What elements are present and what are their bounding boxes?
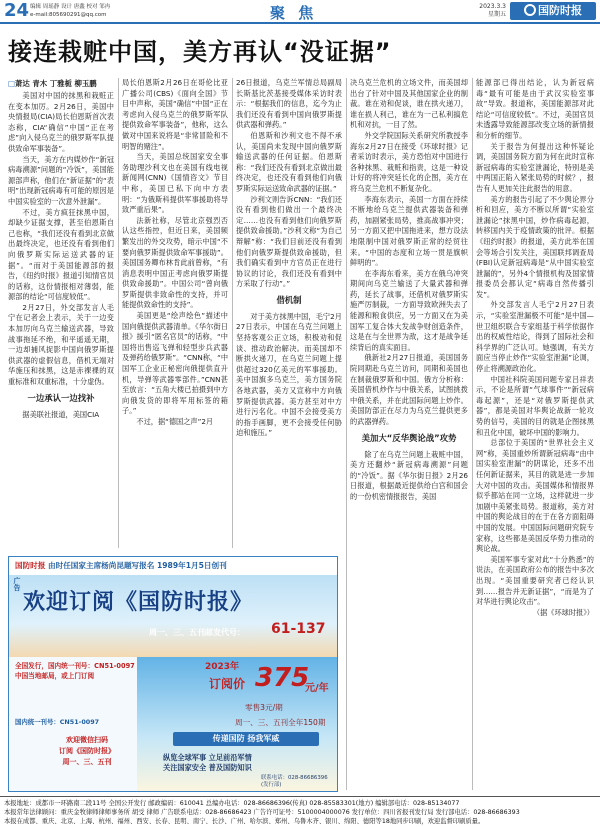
paragraph: 美国军事专家对此“十分熟悉”的说法，在美国政府公布的报告中多次出现。“美国重要研究者已经认识到……报告并无新证据”，“而是为了对华进行舆论攻击”。 (476, 554, 594, 607)
ad-contact-phone: 联系电话：028-86686396 (261, 775, 328, 781)
footer-line: 本报地址：成都市一环路南二段11号 全国公开发行 邮政编码：610041 总编办电话：028-86686396(传真) 028-85583301(地方) 编辑部电话：028-85134077 (4, 800, 460, 807)
paragraph: 2月27日，外交部发言人毛宁在记者会上表示，关于一边变本加厉向乌克兰输送武器，导致战事拖延不绝，和平遥遥无期，一边却捕风捉影中国向俄罗斯提供武器的虚假信息，借机无端对华施压和抹黑，这是赤裸裸的双重标准和双重标准，十分虚伪。 (8, 302, 114, 387)
ad-info-line: 全国发行，国内统一刊号：CN51-0097 (15, 662, 135, 670)
paragraph: 外交部发言人毛宁2月27日表示，“实验室泄漏极不可能”是中国—世卫组织联合专家组基于科学依据作出的权威性结论，得到了国际社会和科学界的广泛认可。她强调，有关方面应当停止炒作“实验室泄漏”论调，停止将溯源政治化。 (476, 300, 594, 374)
paragraph: 当天，美国总统国家安全事务助理沙利文也在美国有线电视新闻网(CNN)《国情咨文》节目中称，美国已私下向中方表明：“为俄斯科提供军事援助将导致严重后果”。 (122, 152, 228, 215)
column-divider (118, 78, 119, 548)
ad-tag: 国防时报 (15, 561, 46, 570)
page-footer (4, 799, 598, 826)
ad-invite-line: 订阅《国防时报》 (59, 747, 115, 755)
article-column-1 (8, 78, 114, 548)
page-header (0, 0, 600, 22)
ad-welcome-title: 欢迎订阅《国防时报》 (23, 589, 254, 615)
paragraph: 美方的报告引起了不少舆论界分析和回应，美方不断以所谓“实验室泄漏论”抹黑中国，炒作病毒起源，转移国内关于疫情政策的批评。根据《纽约时报》的报道，美方此举在国会等场合引发关注，美国联邦调查局(FBI)认定新冠病毒是“从中国实验室泄漏的”，另外4个情报机构及国家情报委员会都认定“病毒自然传播引发”。 (476, 194, 594, 299)
paragraph: 局长伯恩斯2月26日在哥伦比亚广播公司(CBS)《面向全国》节目中声称，美国“确信”中国“正在考虑向入侵乌克兰的俄罗斯军队提供致命军事装备”，他称，这么做对中国来说将是“非常冒险和不明智的赌注”。 (122, 78, 228, 151)
byline-authors: 萧达 青木 丁雅栀 柳玉鹏 (14, 79, 97, 88)
paragraph: 在李海东看来，美方在俄乌冲突期间向乌克兰输送了大量武器和弹药，延长了战事，还借机对俄罗斯实施严厉制裁，一方面导致欧洲失去了能源和粮食供应，另一方面又在为美国军工复合体大发战争财创造条件，这是在与全世界为敌，这才是战争延续背后的真实面目。 (350, 268, 468, 352)
footer-line: 本报在成都、重庆、北京、上海、杭州、福州、西安、长春、昆明、南宁、长沙、广州、哈尔滨、郑州、乌鲁木齐、银川、绵阳、德阳等18地同步印刷，欢迎监督印刷质量。 (4, 818, 485, 825)
article-column-3 (236, 78, 342, 548)
ad-price-unit: 元/年 (305, 683, 329, 694)
ad-top-strip (9, 557, 337, 575)
ad-slogan: 传递国防 扬我军威 (173, 732, 319, 746)
paragraph: 总部位于美国的“世界社会主义网”称，美国重炒所谓新冠病毒“由中国实验室泄漏”的阴谋论，还多不出任何新证据来，其目的就是进一步加大对中国的攻击。美国媒体和情报界似乎都站在同一立场，这样就进一步加剧中美紧张局势。报道称，美方对中国的舆论战目的在于在各方面阻碍中国的发展。中国国际问题研究院专家称，这些都是美国反华势力推动的舆论战。 (476, 438, 594, 554)
ad-invite-line: 欢迎微信扫码 (66, 736, 108, 744)
ad-qr-invite[interactable] (45, 735, 129, 768)
editor-email: e-mail:805690291@qq.com (30, 12, 107, 18)
editor-meta (30, 3, 170, 19)
ad-postal-code: 61-137 (271, 621, 326, 637)
source-note: （据《环球时报》） (532, 607, 594, 617)
paragraph: 26日报道，乌克兰军情总局副局长斯基比茨基接受媒体采访时表示：“根据我们的信息，迄今为止我们还没有看到中国向俄罗斯提供武器和弹药。” (236, 78, 342, 130)
ad-info-line: 中国当地邮局，或上门订阅 (15, 672, 95, 680)
header-rule (0, 22, 600, 24)
column-divider (346, 78, 347, 790)
footer-rule (0, 796, 600, 797)
paragraph: 法新社称，尽管北京强烈否认这些指控，但近日来，美国频繁发出的外交攻势，暗示中国“不要向俄罗斯提供致命军事援助”。美国国务卿布林肯此前曾称，“有消息表明中国正考虑向俄罗斯提供致命援助”。中国公司“曾向俄罗斯提供非致命性的支持，并可能提供致命性的支持”。 (122, 215, 228, 310)
footer-line: 本报常年法律顾问：重庆金牧律师律师事务所 胡受 律师 广告联系电话：028-86686423 广告许可证号：5100004000076 发行单位：四川省报刊发行局 发行部电话：028-86686393 (4, 809, 520, 816)
issue-weekday: 星期五 (487, 11, 506, 18)
ad-retail-price: 零售3元/期 (245, 703, 283, 712)
ad-price-value: 375 (255, 663, 310, 693)
paragraph: 对于美方抹黑中国，毛宁2月27日表示，中国在乌克兰问题上坚持客观公正立场，积极劝和促谈、推动政治解决。而美国却不断拱火递刀，在乌克兰问题上提供超过320亿美元的军事援助。美中国旗多乌克兰，美方国务院各地武器，美方又宣称中方向俄罗斯提供武器。美方甚至对中方进行污名化。中国不会接受美方的指手画脚，更不会接受任何胁迫和施压。” (236, 311, 342, 438)
editor-credits: 编辑 周瑶静 设计 唐鑫 校对 邹冉 (30, 4, 111, 10)
ad-publish-days: 周一、三、五刊全年150期 (235, 718, 326, 727)
subheading: 借机制 (276, 294, 302, 305)
paragraph: 据美联社报道，美国CIA (22, 409, 100, 419)
paragraph: 伯恩斯和沙利文也不得不承认，美国尚未发现中国向俄罗斯输送武器的任何证据。伯恩斯称：“我们还没有看到北京做出最终决定，也还没有看到他们向俄罗斯实际运送致命武器的证据。” (236, 130, 342, 193)
newspaper-logo (510, 2, 596, 20)
ad-invite-line: 周一、三、五刊 (62, 758, 112, 766)
section-title: 聚 焦 (270, 4, 318, 22)
ad-verse (163, 753, 252, 773)
byline-mark: □ (8, 79, 15, 88)
subheading: 美加大“反华舆论战”攻势 (361, 432, 457, 443)
ad-left-info (15, 661, 135, 681)
ad-verse-line: 纵览全球军事 立足前沿军情 (163, 753, 252, 762)
main-headline: 接连栽赃中国，美方再认“没证据” (8, 38, 392, 66)
article-column-2 (122, 78, 228, 548)
page-number: 24 (4, 0, 30, 21)
article-column-5 (476, 78, 594, 790)
byline (8, 78, 114, 89)
ad-contact (261, 775, 328, 789)
paragraph: 关于报告为何提出这种怀疑论调，美国国务院方面为何在此时宣称新冠病毒的实验室泄漏论，特别是美中两国正陷入紧张局势的时候？，报告有人更加关注此报告的用意。 (476, 141, 594, 193)
ad-publication-code: 国内统一刊号：CN51-0097 (15, 718, 100, 726)
paragraph: 能源部已得出结论，认为新冠病毒“最有可能是由于武汉实验室事故”导致。报道称，美国能源部对此结论“可信度较低”。不过，美国官员未透露导致能源部改变立场的新情报和分析的细节。 (476, 78, 594, 140)
paragraph: 不过，美方疯狂抹黑中国，却缺少证据支撑，甚至伯恩斯自己也称，“我们还没有看到北京做出最终决定，也还没有看到他们向俄罗斯实际运送武器的证据”。“而对于美国能源部的报告，《纽约时报》报道引知情官员的话称，这份情报相对薄弱，能源部的结论“可信度较低”。 (8, 207, 114, 302)
article-column-4 (350, 78, 468, 790)
ad-founding-text: 由时任国家主席杨尚昆题写报名 1989年1月5日创刊 (48, 561, 227, 570)
logo-text: 国防时报 (538, 4, 582, 17)
paragraph: 中国社科院美国问题专家吕祥表示，不论是所谓“气球事件”“新冠病毒起源”，还是“对俄罗斯提供武器”，都是美国对华舆论战新一轮攻势的信号，美国的目的就是企图抹黑和丑化中国，破坏中国的影响力。 (476, 374, 594, 437)
ad-verse-line: 关注国家安全 普及国防知识 (163, 763, 252, 772)
paragraph: 美国对中国的抹黑和栽赃正在变本加厉。2月26日，美国中央情报局(CIA)局长伯恩斯首次表态称，CIA“确信”中国“正在考虑”向入侵乌克兰的俄罗斯军队提供致命军事装备”。 (8, 91, 114, 153)
issue-date-number: 2023.3.3 (479, 3, 506, 10)
paragraph: 美国更是“绘声绘色”描述中国向俄提供武器清单。《华尔街日报》援引“匿名官员”的话称，“中国将出售巡飞弹和轻型步兵武器及弹药给俄罗斯”。“CNN称，“中国军工企业正秘密向俄提供直升机，导弹等武器零部件。”CNN甚至放言：“五角大楼已拍摄到中方向俄发货的即将军用标签的箱子。” (122, 311, 228, 416)
subheading: 一边承认一边找补 (27, 392, 95, 403)
ad-side-label: 广告 (12, 577, 20, 591)
paragraph: 除了在乌克兰问题上栽赃中国，美方还翻炒“新冠病毒溯源”问题的“冷饭”。据《华尔街日报》2月26日报道，根据最近提供给白宫和国会的一份机密情报报告，美国 (350, 449, 468, 501)
paragraph: 决乌克兰危机的立场文件，而美国却出台了针对中国及其他国家企业的制裁。谁在劝和促谈，谁在拱火递刀，谁在损人利己，谁在为一己私利搞危机和对抗，一目了然。 (350, 78, 468, 130)
emblem-icon (524, 4, 536, 16)
ad-price-label: 订阅价 (209, 677, 246, 691)
paragraph: 当天，美方在内媒炒作“新冠病毒溯源”问题的“冷饭”，美国能源部声称，他们在“新证据”的“表明”出现新冠病毒有可能的原因是中国实验室的一次意外泄漏”。 (8, 154, 114, 206)
paragraph: 沙利文则告诉CNN：“我们还没有看到他们做出一个最终决定……也没有看到他们向俄罗斯提供致命援助。”沙利文称“为自己辩解”称：“我们目前还没有看到他们向俄罗斯提供致命援助，但我们确实看到中方官员正在进行协议的讨论，我们还没有看到中方采取了行动”。” (236, 194, 342, 289)
paragraph: 李海东表示，美国一方面在持续不断地给乌克兰提供武器装备和弹药，加剧紧张局势，推高战事冲突；另一方面又把中国拖进来，想方设法地限制中国对俄罗斯正常的经贸往来。“中国的态度和立场一贯是旗帜鲜明的”。 (350, 194, 468, 268)
issue-date (462, 3, 506, 19)
column-divider (472, 78, 473, 790)
ad-contact-dept: (发行部) (261, 782, 282, 788)
paragraph: 外交学院国际关系研究所教授李海东2月27日在接受《环球时报》记者采访时表示，美方恐怕对中国进行各种抹黑、栽赃和指责，这是一种设计好的将冲突延长化的企图，美方在将乌克兰危机不断复杂化。 (350, 130, 468, 193)
paragraph: 俄新社2月27日报道，美国国务院同期赴乌克兰访问，同期和美国也在制裁俄罗斯和中国。俄方分析称：美国借机炒作与中俄关系，试图挑拨中俄关系，并在此国际问题上炒作。美国防部正在尽力为乌克兰提供更多的武器弹药。 (350, 353, 468, 426)
ad-postal-label: 周一、三、五刊邮发代号： (149, 628, 245, 637)
ad-price-year: 2023年 (205, 662, 240, 672)
paragraph: 不过，据“德国之声”2月 (136, 417, 214, 426)
subscription-ad[interactable] (8, 556, 338, 792)
column-divider (232, 78, 233, 548)
